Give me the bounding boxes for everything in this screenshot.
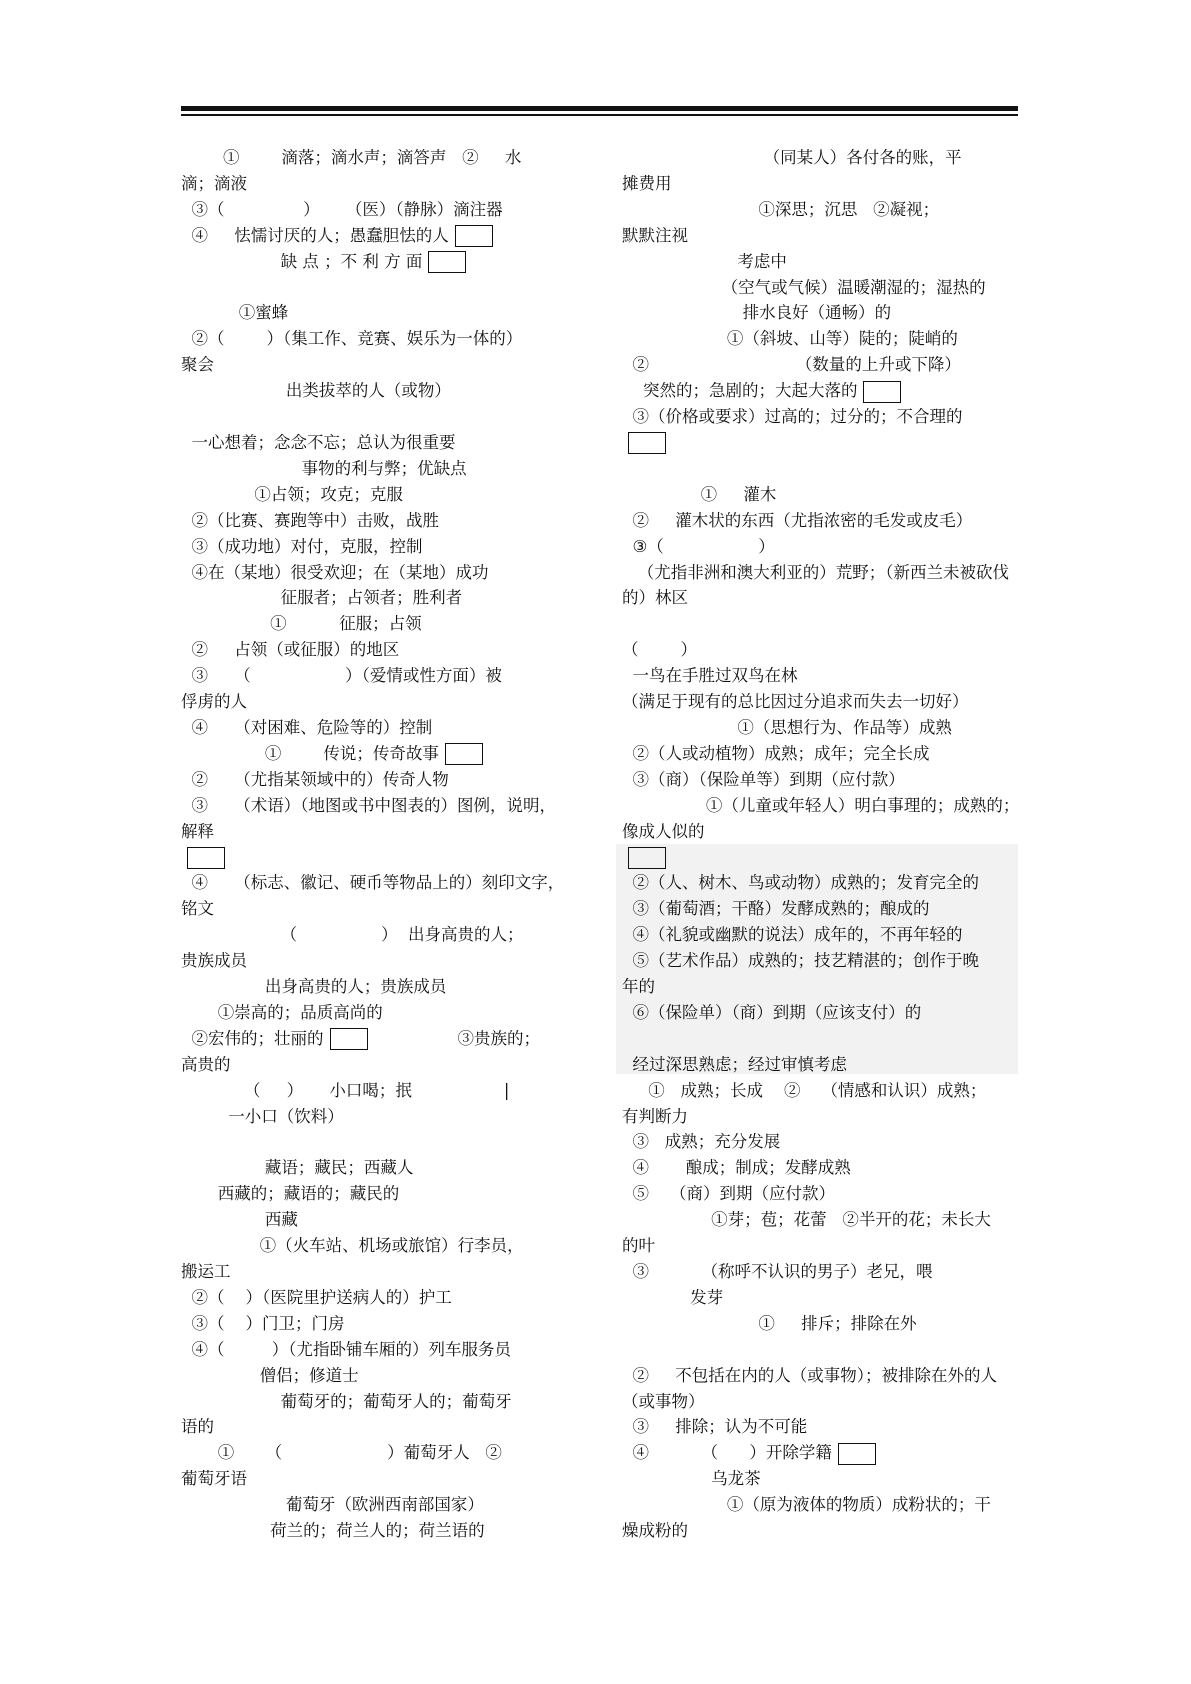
left-column-line (181, 1337, 578, 1363)
line-text: 出身高贵的人；贵族成员 (181, 977, 447, 996)
left-column-line (181, 1052, 578, 1078)
line-text: ① 传说；传奇故事 (181, 743, 439, 763)
right-column-line (622, 870, 1018, 896)
left-column-line (181, 1078, 578, 1104)
right-column-line (622, 1259, 1018, 1285)
left-column-line (181, 1181, 578, 1207)
left-column-line (181, 870, 578, 896)
right-column-line (622, 1363, 1018, 1389)
right-column-line (622, 1337, 1018, 1363)
line-text: ②（ ）（集工作、竞赛、娱乐为一体的） (181, 329, 523, 349)
line-text: ⑤（艺术作品）成熟的；技艺精湛的；创作于晚 (622, 951, 979, 971)
left-column-line (181, 689, 578, 715)
left-column-line (181, 585, 578, 611)
left-column-line (181, 1363, 578, 1389)
line-text: （空气或气候）温暖潮湿的；湿热的 (622, 277, 986, 297)
line-text: ③（商）（保险单等）到期（应付款） (622, 769, 905, 789)
line-text: ①（原为液体的物质）成粉状的；干 (622, 1495, 991, 1515)
right-column-line (622, 1492, 1018, 1518)
line-text: ① 征服；占领 (181, 614, 422, 634)
right-column-line (622, 482, 1018, 508)
line-text: ④（ ）（尤指卧铺车厢的）列车服务员 (181, 1339, 511, 1359)
left-column-line (181, 534, 578, 560)
right-column-line (622, 197, 1018, 223)
left-column-line (181, 1129, 578, 1155)
left-column-line (181, 715, 578, 741)
line-text: ①崇高的；品质高尚的 (181, 1002, 383, 1022)
left-column-line (181, 223, 578, 249)
right-column-line (622, 767, 1018, 793)
line-text: ③ （称呼不认识的男子）老兄，喂 (622, 1261, 933, 1281)
left-column-line (181, 1104, 578, 1130)
right-column (622, 145, 1018, 1544)
left-column-line (181, 197, 578, 223)
left-column-line (181, 611, 578, 637)
left-column-line (181, 1492, 578, 1518)
left-column-line (181, 1207, 578, 1233)
line-text: ③ 排除；认为不可能 (622, 1417, 808, 1437)
line-text: 有判断力 (622, 1106, 688, 1126)
right-column-line (622, 1052, 1018, 1078)
right-column-line (622, 922, 1018, 948)
line-text: ① （ ）葡萄牙人 ② (181, 1443, 502, 1463)
bar-mark: | (503, 1080, 510, 1100)
left-column-line (181, 1026, 578, 1052)
left-column-line (181, 1233, 578, 1259)
line-text: 考虑中 (622, 251, 787, 271)
right-column-line (622, 1466, 1018, 1492)
right-column-line (622, 819, 1018, 845)
line-text: 滴；滴液 (181, 173, 247, 193)
right-column-line (622, 844, 1018, 870)
right-column-line (622, 715, 1018, 741)
line-text: ③（ ） （医）（静脉）滴注器 (181, 199, 503, 219)
right-column-line (622, 689, 1018, 715)
line-text: 默默注视 (622, 225, 688, 245)
left-column-line (181, 378, 578, 404)
answer-box (838, 1443, 876, 1465)
line-text: 一鸟在手胜过双鸟在林 (622, 666, 798, 686)
line-text: 西藏的；藏语的；藏民的 (181, 1184, 400, 1204)
left-column-line (181, 430, 578, 456)
left-column-line (181, 974, 578, 1000)
header-rule-thin (181, 114, 1018, 116)
left-column-line (181, 922, 578, 948)
line-text: 发芽 (622, 1287, 724, 1307)
left-column-line (181, 404, 578, 430)
right-column-line (622, 1414, 1018, 1440)
line-text: ④ 怯懦讨厌的人；愚蠢胆怯的人 (181, 225, 449, 245)
line-text: ③ （术语）（地图或书中图表的）图例，说明， (181, 795, 556, 815)
left-column-line (181, 948, 578, 974)
left-column-line (181, 145, 578, 171)
right-column-line (622, 793, 1018, 819)
right-column-line (622, 275, 1018, 301)
left-column-line (181, 663, 578, 689)
right-column-line (622, 560, 1018, 586)
line-text: ⑥（保险单）（商）到期（应该支付）的 (622, 1002, 922, 1022)
line-text: ③（ ） (622, 536, 775, 556)
right-column-line (622, 1026, 1018, 1052)
line-text: ④ 酿成；制成；发酵成熟 (622, 1158, 851, 1178)
right-column-line (622, 1389, 1018, 1415)
answer-box (863, 381, 901, 403)
line-text: 僧侣；修道士 (181, 1365, 359, 1385)
line-text: （或事物） (622, 1391, 705, 1411)
left-column-line (181, 275, 578, 301)
line-text: 排水良好（通畅）的 (622, 303, 892, 323)
line-text: ④ （ ）开除学籍 (622, 1443, 832, 1463)
line-text: ① 排斥；排除在外 (622, 1313, 917, 1333)
line-text: 突然的；急剧的；大起大落的 (622, 381, 858, 401)
line-text: （尤指非洲和澳大利亚的）荒野；（新西兰未被砍伐 (622, 562, 1009, 582)
right-column-line (622, 1000, 1018, 1026)
right-column-line (622, 611, 1018, 637)
left-column-line (181, 1285, 578, 1311)
line-text: ④（礼貌或幽默的说法）成年的，不再年轻的 (622, 925, 963, 945)
right-column-line (622, 249, 1018, 275)
right-column-line (622, 1233, 1018, 1259)
answer-box (445, 743, 483, 765)
right-column-line (622, 534, 1018, 560)
left-column-line (181, 1311, 578, 1337)
line-text: ①蜜蜂 (181, 303, 289, 323)
right-column-line (622, 1285, 1018, 1311)
right-column-line (622, 326, 1018, 352)
left-column-line (181, 482, 578, 508)
left-column-line (181, 819, 578, 845)
line-text: 经过深思熟虑；经过审慎考虑 (622, 1054, 847, 1074)
answer-box (628, 432, 666, 454)
left-column-line (181, 1259, 578, 1285)
right-column-line (622, 741, 1018, 767)
line-text: 摊费用 (622, 173, 672, 193)
line-text: ② 不包括在内的人（或事物）；被排除在外的人 (622, 1365, 997, 1385)
left-column-line (181, 171, 578, 197)
right-column-line (622, 300, 1018, 326)
left-column-line (181, 741, 578, 767)
line-text: ② 占领（或征服）的地区 (181, 640, 400, 660)
line-text: 的叶 (622, 1236, 655, 1256)
line-text: 征服者；占领者；胜利者 (181, 588, 463, 608)
left-column-line (181, 249, 578, 275)
right-column-line (622, 1104, 1018, 1130)
answer-box (428, 251, 466, 273)
line-text: 高贵的 (181, 1054, 231, 1074)
right-column-line (622, 974, 1018, 1000)
line-text: ④ （标志、徽记、硬币等物品上的）刻印文字， (181, 873, 565, 893)
line-text: ①芽；苞；花蕾 ②半开的花；未长大 (622, 1210, 991, 1230)
left-column-line (181, 637, 578, 663)
line-text: 俘虏的人 (181, 692, 247, 712)
line-text: 像成人似的 (622, 821, 705, 841)
line-text: 荷兰的；荷兰人的；荷兰语的 (181, 1521, 485, 1541)
line-text: ③（葡萄酒；干酪）发酵成熟的；酿成的 (622, 899, 930, 919)
left-column-line (181, 767, 578, 793)
left-column-line (181, 300, 578, 326)
header-rule-thick (181, 106, 1018, 111)
right-column-line (622, 430, 1018, 456)
right-column-line (622, 145, 1018, 171)
right-column-line (622, 171, 1018, 197)
line-text: ③（ ）门卫；门房 (181, 1313, 345, 1333)
right-column-line (622, 378, 1018, 404)
line-text: ① 成熟；长成 ② （情感和认识）成熟； (622, 1080, 987, 1100)
left-column-line (181, 793, 578, 819)
line-text: 葡萄牙（欧洲西南部国家） (181, 1495, 484, 1515)
line-text: 葡萄牙语 (181, 1469, 247, 1489)
line-text: 出类拔萃的人（或物） (181, 381, 451, 401)
line-text: ② 灌木状的东西（尤指浓密的毛发或皮毛） (622, 510, 973, 530)
right-column-line (622, 585, 1018, 611)
left-column (181, 145, 578, 1544)
line-text: ①深思；沉思 ②凝视； (622, 199, 940, 219)
line-text: ②（人或动植物）成熟；成年；完全长成 (622, 743, 930, 763)
line-text: 贵族成员 (181, 951, 247, 971)
line-text: ②宏伟的；壮丽的 (181, 1028, 324, 1048)
right-column-line (622, 223, 1018, 249)
line-text: 一小口（饮料） (181, 1106, 344, 1126)
line-text: 语的 (181, 1417, 214, 1437)
line-text: ①占领；攻克；克服 (181, 484, 403, 504)
right-column-line (622, 1207, 1018, 1233)
line-text: ③ 成熟；充分发展 (622, 1132, 781, 1152)
line-text: 铭文 (181, 899, 214, 919)
line-text: 解释 (181, 821, 214, 841)
line-text: 藏语；藏民；西藏人 (181, 1158, 414, 1178)
line-text: （满足于现有的总比因过分追求而失去一切好） (622, 692, 969, 712)
left-column-line (181, 1000, 578, 1026)
answer-box (187, 847, 225, 869)
line-text: ②（ ）（医院里护送病人的）护工 (181, 1287, 452, 1307)
left-column-line (181, 456, 578, 482)
right-column-line (622, 948, 1018, 974)
line-text: ③（价格或要求）过高的；过分的；不合理的 (622, 407, 963, 427)
line-text: （同某人）各付各的账，平 (622, 148, 962, 167)
line-text: ①（思想行为、作品等）成熟 (622, 717, 952, 737)
right-column-line (622, 1518, 1018, 1544)
line-text: ①（斜坡、山等）陡的；陡峭的 (622, 329, 958, 349)
line-text: 的）林区 (622, 588, 688, 608)
line-text: 一心想着；念念不忘；总认为很重要 (181, 432, 456, 452)
line-text: ①（火车站、机场或旅馆）行李员， (181, 1236, 524, 1256)
line-text: 年的 (622, 977, 655, 996)
right-column-line (622, 1078, 1018, 1104)
right-column-line (622, 1129, 1018, 1155)
answer-box (628, 847, 666, 869)
right-column-line (622, 456, 1018, 482)
line-text: ③（成功地）对付，克服，控制 (181, 536, 423, 556)
right-column-line (622, 1155, 1018, 1181)
line-text: ② （数量的上升或下降） (622, 355, 961, 375)
line-text: ② （尤指某领域中的）传奇人物 (181, 769, 449, 789)
line-text: （ ） 小口喝；抿 (181, 1080, 412, 1100)
answer-box (330, 1028, 368, 1050)
left-column-line (181, 1518, 578, 1544)
line-text: （ ） (622, 640, 697, 660)
right-column-line (622, 1181, 1018, 1207)
line-text: 事物的利与弊；优缺点 (181, 458, 467, 478)
left-column-line (181, 896, 578, 922)
line-text: ④在（某地）很受欢迎；在（某地）成功 (181, 562, 489, 582)
left-column-line (181, 1466, 578, 1492)
line-text: 燥成粉的 (622, 1521, 688, 1541)
line-text: ① 灌木 (622, 484, 777, 504)
line-text: 搬运工 (181, 1261, 231, 1281)
answer-box (455, 225, 493, 247)
right-column-line (622, 1311, 1018, 1337)
line-text: ②（比赛、赛跑等中）击败，战胜 (181, 510, 439, 530)
right-column-line (622, 896, 1018, 922)
line-text: ③ （ ）（爱情或性方面）被 (181, 666, 502, 686)
left-column-line (181, 1440, 578, 1466)
right-column-line (622, 1440, 1018, 1466)
right-column-line (622, 663, 1018, 689)
left-column-line (181, 326, 578, 352)
line-text: （ ） 出身高贵的人； (181, 925, 524, 945)
left-column-line (181, 508, 578, 534)
right-column-line (622, 404, 1018, 430)
line-text: 乌龙茶 (622, 1469, 761, 1489)
left-column-line (181, 1389, 578, 1415)
left-column-line (181, 352, 578, 378)
line-text: ④ （对困难、危险等的）控制 (181, 717, 433, 737)
line-text: 葡萄牙的；葡萄牙人的；葡萄牙 (181, 1391, 512, 1411)
right-column-line (622, 352, 1018, 378)
line-text: ②（人、树木、鸟或动物）成熟的；发育完全的 (622, 873, 979, 893)
right-column-line (622, 637, 1018, 663)
right-column-line (622, 508, 1018, 534)
line-text: 聚会 (181, 355, 214, 375)
left-column-line (181, 844, 578, 870)
line-text: 缺 点 ；不 利 方 面 (181, 251, 423, 271)
line-text: ① 滴落；滴水声；滴答声 ② 水 (181, 148, 522, 167)
left-column-line (181, 1155, 578, 1181)
left-column-line (181, 560, 578, 586)
line-text: ⑤ （商）到期（应付款） (622, 1184, 835, 1204)
line-text: ①（儿童或年轻人）明白事理的；成熟的； (622, 795, 1020, 815)
line-tail-text: ③贵族的； (457, 1028, 540, 1048)
line-text: 西藏 (181, 1210, 298, 1230)
left-column-line (181, 1414, 578, 1440)
